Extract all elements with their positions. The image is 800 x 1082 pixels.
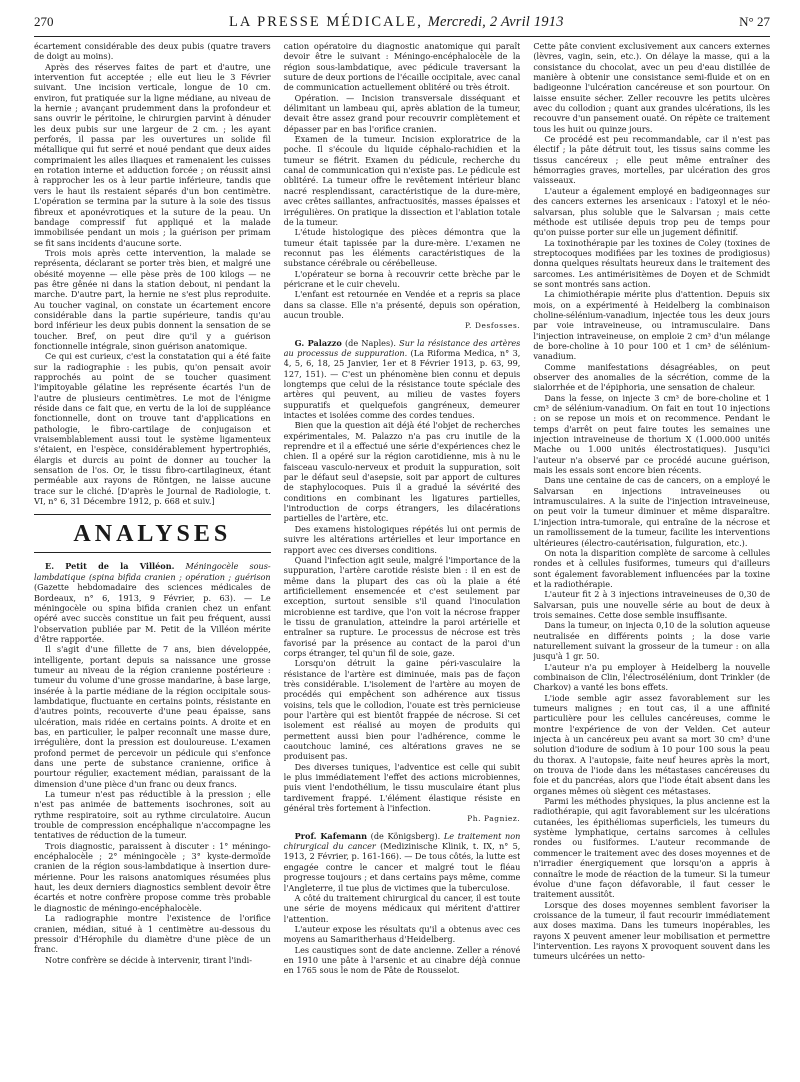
- paragraph: L'opérateur se borna à recouvrir cette brèche par le péricrane et le cuir chevelu.: [283, 268, 521, 289]
- paragraph: L'auteur n'a pu employer à Heidelberg la nouvelle combinaison de Clin, l'électrosélénium, dont Trinkler (de Charkov) a vanté les bons effets.: [533, 661, 771, 693]
- column-right: [533, 41, 770, 1076]
- paragraph: La toxinothérapie par les toxines de Coley (toxines de streptocoques modifiées par les toxines de prodigiosus) donna quelques résultats heureux dans le traitement des sarcomes. Les antimérisitèmes de Doyen et de Schmidt se sont montrés sans action.: [533, 237, 771, 289]
- paragraph: Des examens histologiques répétés lui ont permis de suivre les altérations artérielles et leur importance en rapport avec ces diverses conditions.: [283, 523, 521, 555]
- article-title: Sur la résistance des artères au processus de suppuration.: [283, 337, 521, 358]
- paragraph: Quand l'infection agit seule, malgré l'importance de la suppuration, l'artère carotide résiste bien : il en est de même dans la plupart des cas où la plaie a été artificiellement ensemencée et c'est seulement par exception, surtout sensible s'il quand l'inoculation microbienne est tardive, que l'on voit la nécrose frapper le tissu de granulation, atteindre la paroi artérielle et entraîner sa rupture. Le processus de nécrose est très favorisé par la présence au contact de la paroi d'un corps étranger, tel qu'un fil de soie, gaze.: [283, 554, 521, 658]
- paragraph: L'auteur expose les résultats qu'il a obtenus avec ces moyens au Samaritherhaus d'Heidelberg.: [283, 923, 521, 945]
- article-entry: [284, 338, 521, 421]
- journal-masthead: [229, 14, 564, 31]
- paragraph: Dans la fesse, on injecte 3 cm³ de bore-choline et 1 cm³ de sélénium-vanadium. On fait en tout 10 injections : on se repose un mois et on recommence. Pendant le temps d'arrêt on peut faire toutes les semaines une injection intraveineuse de thorium X (1.000.000 unités Mache ou 1.000 unités électrostatiques). Jusqu'ici l'auteur n'a observé par ce procédé aucune guérison, mais les essais sont encore bien récents.: [533, 392, 771, 476]
- paragraph: La chimiothérapie mérite plus d'attention. Depuis six mois, on a expérimenté à Heidelberg la combinaison choline-sélénium-vanadium, injectée tous les deux jours par voie intraveineuse, ou intramusculaire. Dans l'injection intraveineuse, on emploie 2 cm³ d'un mélange de bore-choline à 10 pour 100 et 1 cm³ de sélénium-vanadium.: [533, 289, 771, 362]
- paragraph: On nota la disparition complète de sarcome à cellules rondes et à cellules fusiformes, tumeurs qui d'ailleurs sont également favorablement influencées par la toxine et la radiothérapie.: [533, 547, 771, 589]
- paragraph: L'étude histologique des pièces démontra que la tumeur était tapissée par la dure-mère. L'examen ne reconnut pas les éléments caractéristiques de la substance cérébrale ou cérébelleuse.: [283, 227, 521, 269]
- article-location: (de Königsberg).: [370, 830, 441, 841]
- paragraph: Des diverses tuniques, l'adventice est celle qui subit le plus immédiatement l'effet des actions microbiennes, puis vient l'endothélium, le tissu musculaire étant plus tardivement frappé. L'élément élastique résiste en général très fortement à l'infection.: [283, 761, 521, 814]
- paragraph: L'enfant est retournée en Vendée et a repris sa place dans sa classe. Elle n'a présenté, depuis son opération, aucun trouble.: [283, 289, 521, 320]
- article-source: (La Riforma Medica, n° 3, 4, 5, 6, 18, 25 Janvier, 1er et 8 Février 1913, p. 63, 99, 127, 151). — C'est un phénomène bien connu et depuis longtemps que celui de la résistance toute spéciale des artères qui peuvent, au milieu de vastes foyers suppuratifs et quelquefois gangréneux, demeurer intactes et isolées comme des cordes tendues.: [283, 347, 521, 421]
- article-entry: [34, 561, 271, 644]
- paragraph: Après des réserves faites de part et d'autre, une intervention fut acceptée ; elle eut lieu le 3 Février suivant. Une incision verticale, longue de 10 cm. environ, fut pratiquée sur la ligne médiane, au niveau de la hernie ; avançant prudemment dans la profondeur et sans ouvrir le péritoine, le chirurgien parvint à dénuder les deux pubis sur une largeur de 2 cm. ; les ayant perforés, il passa par les ouvertures un solide fil métallique qui fut serré et noué pendant que deux aides comprimaient les ailes iliaques et ramenaient les cuisses en rotation interne et adduction forcée ; on réussit ainsi à rapprocher les os à leur partie inférieure, tandis que vers le haut ils restaient séparés d'un bon centimètre. L'opération se termina par la suture à la soie des tissus fibreux et aponévrotiques et la suture de la peau. Un bandage compressif fut appliqué et la malade immobilisée pendant un mois ; la guérison per primam se fit sans incidents d'aucune sorte.: [34, 61, 271, 248]
- paragraph: Notre confrère se décide à intervenir, tirant l'indi-: [45, 954, 252, 965]
- paragraph: La radiographie montre l'existence de l'orifice cranien, médian, situé à 1 centimètre au-dessous du pressoir d'Hérophile du diamètre d'une pièce de un franc.: [34, 913, 271, 955]
- signature: Ph. Pagniez.: [467, 814, 521, 824]
- paragraph: Opération. — Incision transversale disséquant et délimitant un lambeau qui, après ablation de la tumeur, devait être assez grand pour recouvrir complètement et dépasser par en bas l'orifice cranien.: [283, 92, 521, 134]
- paragraph: cation opératoire du diagnostic anatomique qui paraît devoir être le suivant : Méningo-encéphalocèle de la région sous-lambdatique, avec pédicule traversant la suture de deux portions de l'écaille occipitale, avec canal de communication actuellement oblitéré ou très étroit.: [283, 41, 521, 93]
- article-title: Méningocèle sous-lambdatique (spina bifida cranien ; opération ; guérison: [34, 561, 271, 582]
- article-source: (Gazette hebdomadaire des sciences médicales de Bordeaux, n° 6, 1913, 9 Février, p. 63). — Le méningocèle ou spina bifida cranien chez un enfant opéré avec succès constitue un fait peu fréquent, aussi l'observation publiée par M. Petit de la Villéon mérite d'être rapportée.: [34, 582, 271, 644]
- paragraph: Ce qui est curieux, c'est la constatation qui a été faite sur la radiographie : les pubis, qu'on pensait avoir rapprochés au point de se toucher quasiment l'impitoyable gélatine les représente écartés l'un de l'autre de plusieurs centimètres. Le mot de l'énigme réside dans ce fait que, en vertu de la loi de suppléance fonctionnelle, dont on trouve tant d'applications en pathologie, le fibro-cartilage de conjugaison et vraisemblablement aussi tout le système ligamenteux s'étaient, en l'espèce, considérablement hypertrophiés, élargis et durcis au point de donner au toucher la sensation de l'os. Or, le tissu fibro-cartilagineux, étant perméable aux rayons de Röntgen, ne laisse aucune trace sur le cliché. [D'après le Journal de Radiologie, t. VI, n° 6, 31 Décembre 1912, p. 668 et suiv.]: [34, 351, 271, 507]
- paragraph: écartement considérable des deux pubis (quatre travers de doigt au moins).: [34, 41, 271, 62]
- column-middle: [284, 41, 521, 1076]
- article-author: Prof. Kafemann: [294, 830, 368, 841]
- article-source: (Medizinische Klinik, t. IX, n° 5, 1913, 2 Février, p. 161-166). — De tous côtés, la lutte est engagée contre le cancer et malgré tout le fléau progresse toujours ; et dans certains pays même, comme l'Angleterre, il tue plus de victimes que la tuberculose.: [283, 841, 521, 893]
- paragraph: Dans une centaine de cas de cancers, on a employé le Salvarsan en injections intraveineuses ou intramusculaires. A la suite de l'injection intraveineuse, on peut voir la tumeur diminuer et même disparaître. L'injection intra-tumorale, qui entraîne de la nécrose et un ramollissement de la tumeur, facilite les interventions ultérieures (électro-cautérisation, fulguration, etc.).: [533, 475, 771, 548]
- section-heading: ANALYSES: [34, 514, 271, 553]
- article-title: Le traitement non chirurgical du cancer: [283, 830, 521, 852]
- paragraph: Ce procédé est peu recommandable, car il n'est pas électif ; la pâte détruit tout, les tissus sains comme les tissus cancéreux ; elle peut même entraîner des hémorragies graves, mortelles, par ulcération des gros vaisseaux.: [533, 134, 771, 186]
- article-entry: [284, 831, 521, 893]
- paragraph: Les caustiques sont de date ancienne. Zeller a rénové en 1910 une pâte à l'arsenic et au cinabre déjà connue en 1765 sous le nom de Pâte de Rousselot.: [283, 944, 521, 976]
- article-author: G. Palazzo: [294, 337, 342, 348]
- text-columns: [34, 41, 770, 1076]
- paragraph: Lorsque des doses moyennes semblent favoriser la croissance de la tumeur, il faut recourir immédiatement aux doses maxima. Dans les tumeurs inopérables, les rayons X peuvent amener leur mobilisation et permettre l'intervention. Les rayons X provoquent souvent dans les tumeurs ulcérées un netto-: [533, 899, 771, 962]
- paragraph: Examen de la tumeur. Incision exploratrice de la poche. Il s'écoule du liquide céphalo-rachidien et la tumeur se flétrit. Examen du pédicule, recherche du canal de communication qui n'existe pas. Le pédicule est oblitéré. La tumeur offre le revêtement intérieur blanc nacré resplendissant, caractéristique de la dure-mère, avec crêtes saillantes, anfractuosités, masses épaisses et irrégulières. On pratique la dissection et l'ablation totale de la tumeur.: [283, 134, 521, 227]
- paragraph: L'auteur a également employé en badigeonnages sur des cancers externes les arsenicaux : l'atoxyl et le néo-salvarsan, plus soluble que le Salvarsan ; mais cette méthode est utilisée depuis trop peu de temps pour qu'on puisse porter sur elle un jugement définitif.: [533, 185, 771, 238]
- paragraph: Il s'agit d'une fillette de 7 ans, bien développée, intelligente, portant depuis sa naissance une grosse tumeur au niveau de la région cranienne postérieure : tumeur du volume d'une grosse mandarine, à base large, insérée à la partie médiane de la région occipitale sous-lambdatique, fluctuante en certains points, résistante en d'autres points, recouverte d'une peau épaisse, sans ulcération, mais ridée en certains points. A droite et en bas, en particulier, le palper reconnaît une masse dure, irrégulière, dont la pression est douloureuse. L'examen profond permet de percevoir un pédicule qui s'enfonce dans une perte de substance cranienne, orifice à pourtour régulier, exactement médian, paraissant de la dimension d'une pièce d'un franc ou deux francs.: [34, 644, 271, 789]
- paragraph: A côté du traitement chirurgical du cancer, il est toute une série de moyens médicaux qui méritent d'attirer l'attention.: [283, 892, 521, 924]
- paragraph: L'auteur fit 2 à 3 injections intraveineuses de 0,30 de Salvarsan, puis une nouvelle série au bout de deux à trois semaines. Cette dose semble insuffisante.: [533, 589, 771, 620]
- paragraph: Lorsqu'on détruit la gaine péri-vasculaire la résistance de l'artère est diminuée, mais pas de façon très considérable. L'isolement de l'artère au moyen de procédés qui empêchent son adhérence aux tissus voisins, tels que le collodion, l'ouate est très pernicieuse pour l'artère qui est bientôt frappée de nécrose. Si cet isolement est réalisé au moyen de produits qui permettent aussi bien pour l'adhérence, comme le caoutchouc laminé, ces altérations graves ne se produisent pas.: [283, 658, 521, 762]
- header-rule: [34, 36, 770, 37]
- column-left: [34, 41, 271, 1076]
- paragraph: La tumeur n'est pas réductible à la pression ; elle n'est pas animée de battements isochrones, soit au rythme respiratoire, soit au rythme circulatoire. Aucun trouble de compression encéphalique n'accompagne les tentatives de réduction de la tumeur.: [34, 789, 271, 841]
- page-number: 270: [34, 14, 54, 29]
- paragraph: Trois diagnostic, paraissent à discuter : 1° méningo-encéphalocèle ; 2° méningocèle ; 3° kyste-dermoïde cranien de la région sous-lambdatique à insertion dure-mérienne. Pour les raisons anatomiques résumées plus haut, les deux derniers diagnostics semblent devoir être écartés et notre confrère propose comme très probable le diagnostic de méningo-encéphalocèle.: [34, 840, 271, 913]
- paragraph: Bien que la question ait déjà été l'objet de recherches expérimentales, M. Palazzo n'a pas cru inutile de la reprendre et il a effectué une série d'expériences chez le chien. Il a opéré sur la région carotidienne, mis à nu le faisceau vasculo-nerveux et produit la suppuration, soit par le défaut seul d'asepsie, soit par apport de cultures de staphylocoques. Puis il a gradué la sévérité des conditions en combinant les ligatures partielles, l'introduction de corps étrangers, les dilacérations partielles de l'artère, etc.: [283, 420, 521, 524]
- paragraph: Dans la tumeur, on injecta 0,10 de la solution aqueuse neutralisée en différents points ; la dose varie naturellement suivant la grosseur de la tumeur : on alla jusqu'à 1 gr. 50.: [533, 620, 771, 662]
- paragraph: Trois mois après cette intervention, la malade se représenta, déclarant se porter très bien, et malgré une obésité moyenne — elle pèse près de 100 kilogs — ne pas être gênée ni dans la station debout, ni pendant la marche. D'autre part, la hernie ne s'est plus reproduite. Au toucher vaginal, on constate un écartement encore considérable dans la partie supérieure, tandis qu'au bord inférieur les deux pubis donnent la sensation de se toucher. Bref, on peut dire qu'il y a guérison fonctionnelle intégrale, sinon guérison anatomique.: [34, 247, 271, 351]
- journal-title: LA PRESSE MÉDICALE,: [228, 14, 423, 30]
- paragraph: Comme manifestations désagréables, on peut observer des anomalies de la sécrétion, comme de la sialorrhée et de l'épiphoria, une sensation de chaleur.: [533, 361, 771, 393]
- paragraph: L'iode semble agir assez favorablement sur les tumeurs malignes ; en tout cas, il a une affinité particulière pour les cellules cancéreuses, comme le montre l'expérience de von der Velden. Cet auteur injecta à un cancéreux peu avant sa mort 30 cm³ d'une solution d'iodure de sodium à 10 pour 100 sous la peau du thorax. A l'autopsie, faite neuf heures après la mort, on trouva de l'iode dans les métastases cancéreuses du foie et du pancréas, alors que l'iode était absent dans les organes mêmes où siègent ces métastases.: [533, 692, 771, 796]
- page-header: [34, 14, 770, 34]
- article-author: E. Petit de la Villéon.: [45, 561, 175, 572]
- issue-date: Mercredi, 2 Avril 1913: [427, 14, 564, 30]
- issue-number: N° 27: [739, 14, 770, 29]
- signature: P. Desfosses.: [464, 321, 521, 331]
- paragraph: Cette pâte convient exclusivement aux cancers externes (lèvres, vagin, sein, etc.). On délaye la masse, qui a la consistance du chocolat, avec un peu d'eau distillée de manière à obtenir une consistance semi-fluide et on en badigeonne l'ulcération cancéreuse et son pourtour. On laisse ensuite sécher. Zeller recouvre les petits ulcères avec du collodion ; quant aux grandes ulcérations, ils les recouvre d'un pansement ouaté. On répète ce traitement tous les huit ou quinze jours.: [533, 41, 771, 134]
- article-location: (de Naples).: [345, 337, 396, 348]
- paragraph: Parmi les méthodes physiques, la plus ancienne est la radiothérapie, qui agit favorablement sur les ulcérations cutanées, les épithéliomas superficiels, les tumeurs du système lymphatique, certains sarcomes à cellules rondes ou fusiformes. L'auteur recommande de commencer le traitement avec des doses moyennes et de n'irradier énergiquement que lorsqu'on a appris à connaître le mode de réaction de la tumeur. Si la tumeur évolue d'une façon défavorable, il faut cesser le traitement aussitôt.: [533, 796, 771, 900]
